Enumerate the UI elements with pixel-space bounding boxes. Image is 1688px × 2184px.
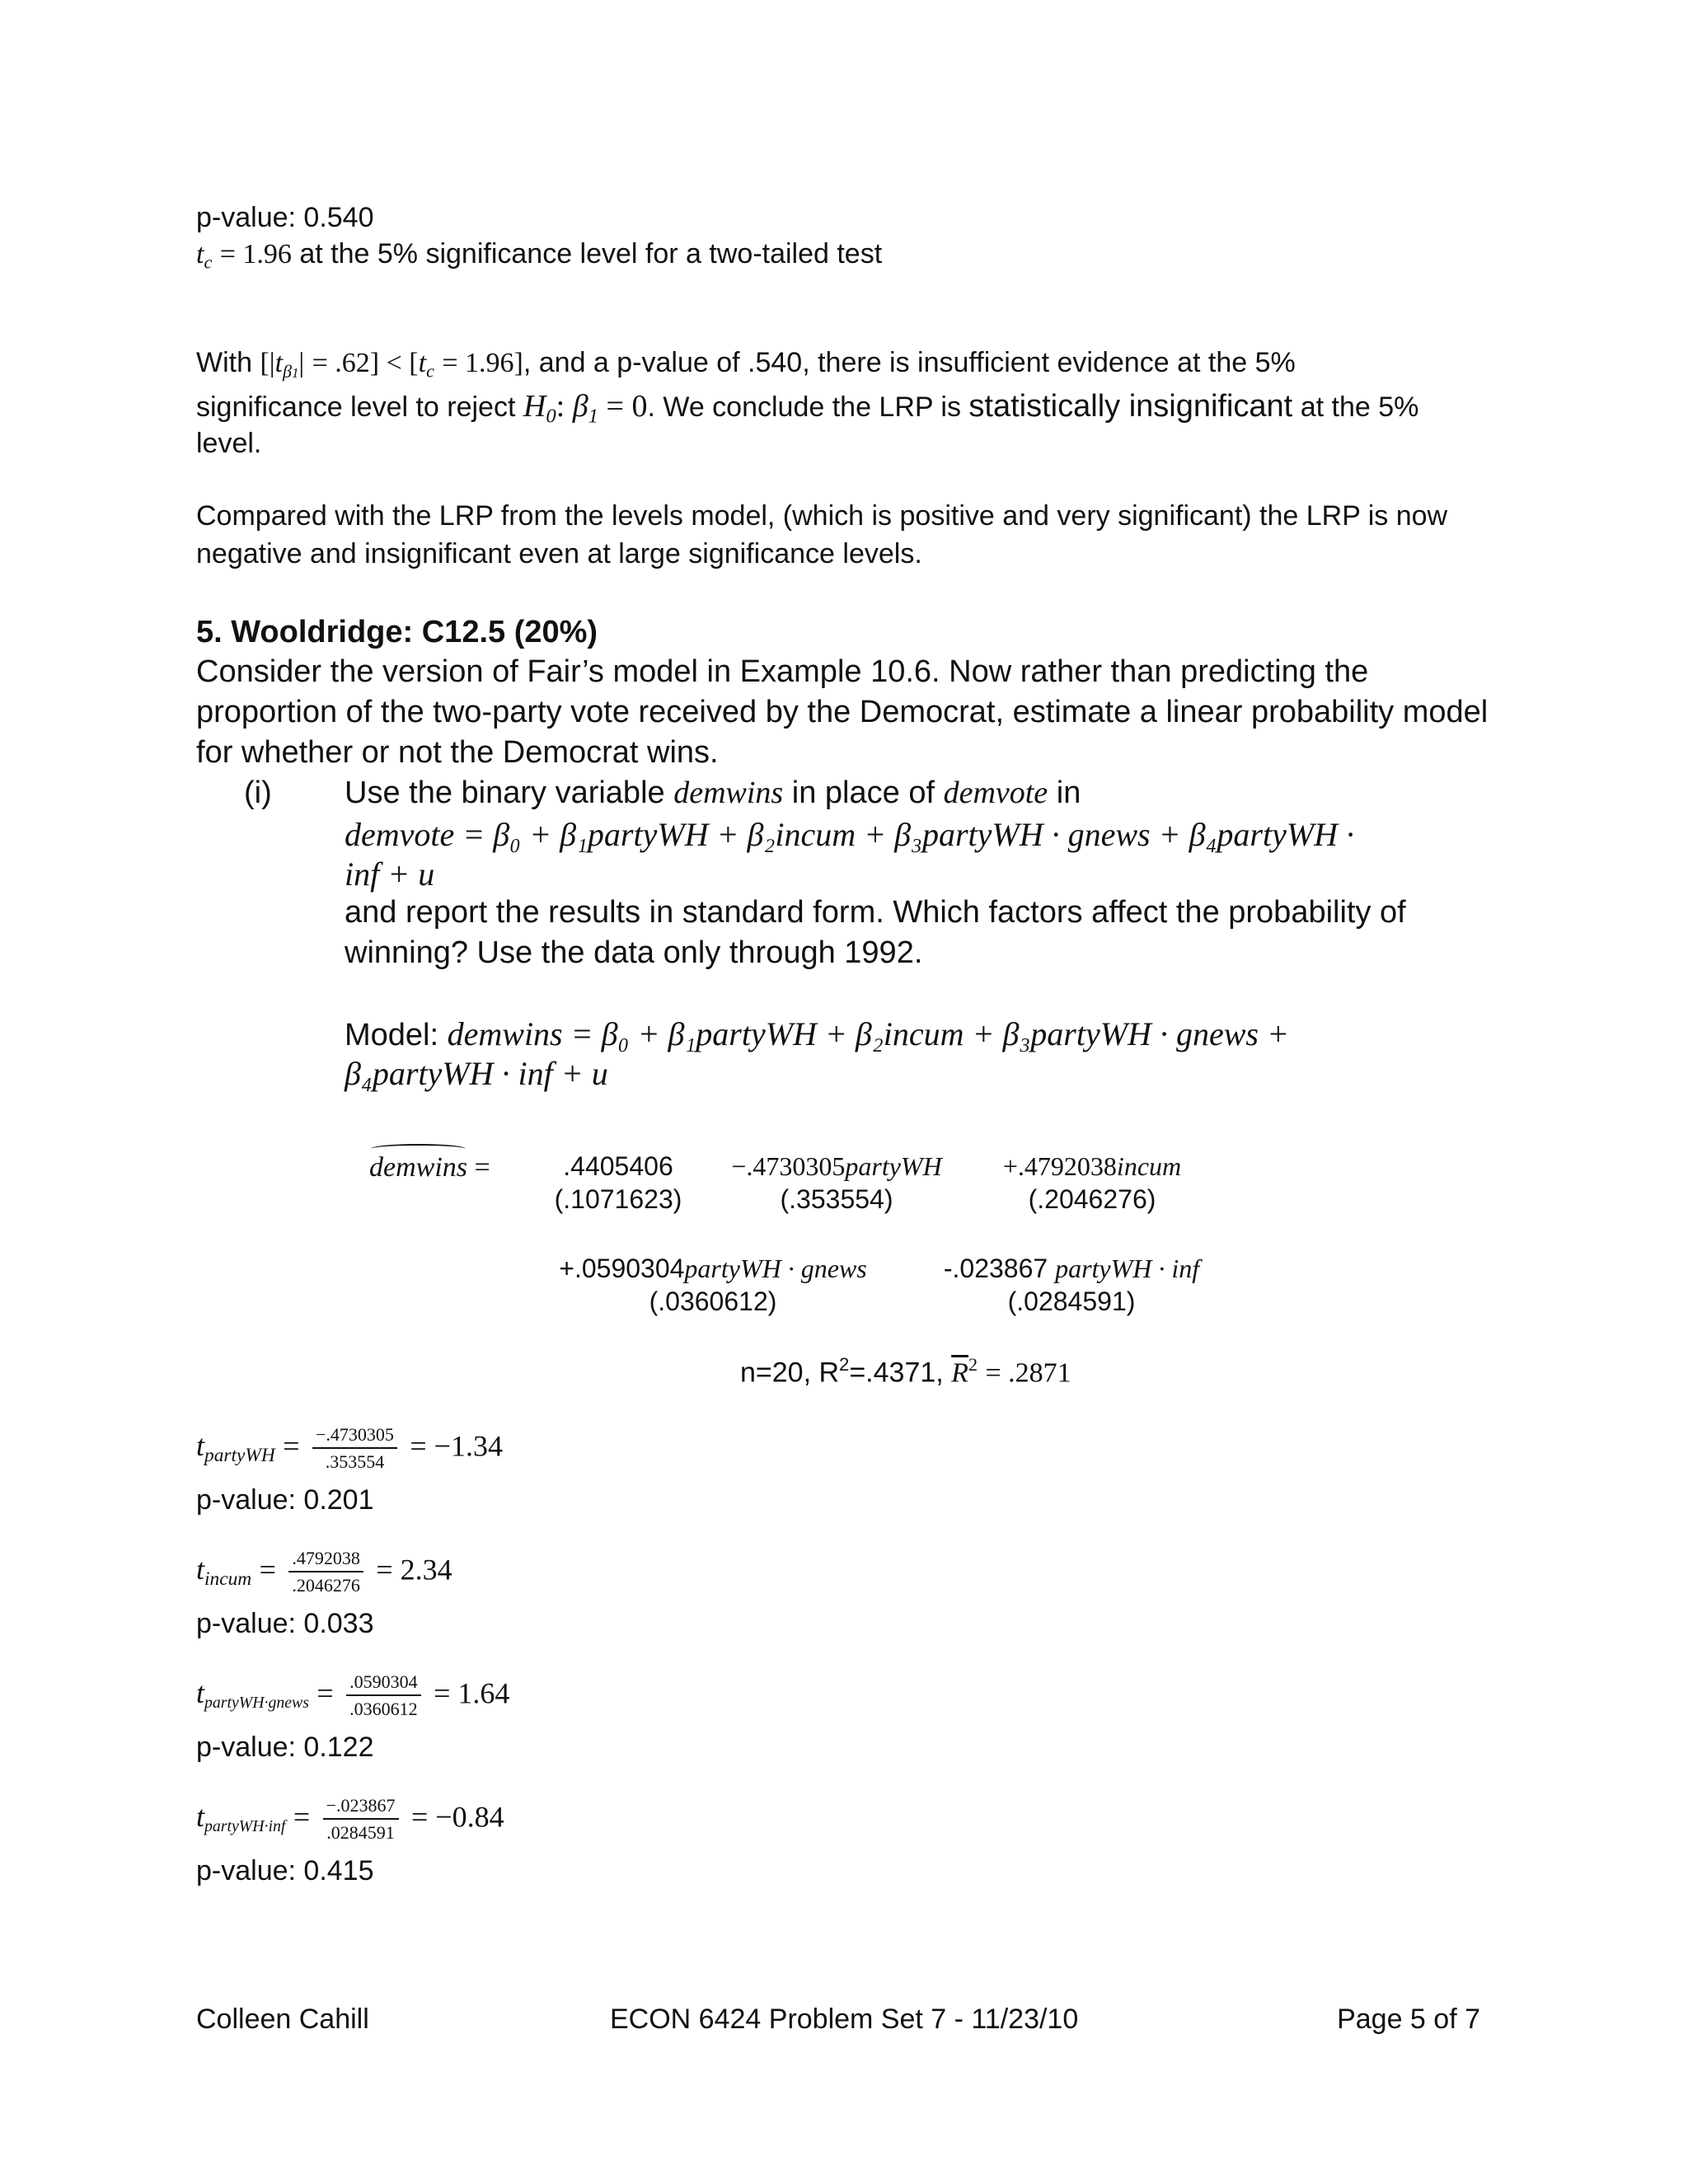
tstat-sub: partyWH·gnews bbox=[204, 1694, 309, 1713]
tstat-result: = 1.64 bbox=[434, 1676, 510, 1710]
demwins-hat bbox=[369, 1147, 490, 1188]
tstat-den: .353554 bbox=[325, 1451, 385, 1473]
tstat-result: = 2.34 bbox=[376, 1553, 452, 1586]
var-demwins: demwins bbox=[673, 776, 784, 810]
tstat-fraction bbox=[346, 1671, 421, 1720]
fit-stats bbox=[740, 1352, 1071, 1394]
conclusion-text-2c: statistically insignificant bbox=[968, 389, 1293, 424]
item-text-b: in place of bbox=[791, 776, 935, 810]
incum-coef: +.4792038 bbox=[1002, 1151, 1117, 1181]
lhs-variable: demwins bbox=[369, 1147, 467, 1188]
intro-line-1: Consider the version of Fair’s model in Example 10.6. Now rather than predicting the bbox=[196, 654, 1369, 689]
equation-line-2: inf + u bbox=[345, 855, 435, 893]
var-demvote: demvote bbox=[943, 776, 1048, 810]
tstat-num: .0590304 bbox=[346, 1671, 421, 1696]
t-bracket-close: ] < [$t_c$ bbox=[369, 348, 434, 382]
null-hypothesis: $H_0$: $\beta_1 = 0$ bbox=[523, 389, 648, 428]
tstat-sub: partyWH bbox=[204, 1445, 275, 1467]
conclusion-text-2a: significance level to reject bbox=[196, 391, 516, 423]
model-label: Model: bbox=[345, 1018, 439, 1052]
fit-rbar: $\overline{R}$ bbox=[951, 1357, 968, 1389]
conclusion-line-3: level. bbox=[196, 428, 262, 459]
partywh-se: (.353554) bbox=[780, 1184, 893, 1215]
tstat-sub: incum bbox=[204, 1568, 252, 1591]
incum-block bbox=[981, 1147, 1203, 1219]
partywh-block bbox=[709, 1147, 964, 1219]
report-line-1: and report the results in standard form. Which factors affect the probability of bbox=[345, 895, 1406, 930]
partywh-var: partyWH bbox=[845, 1151, 942, 1181]
tc-value: = 1.96 bbox=[219, 239, 292, 269]
t-beta-bracket: [$|t_{\beta 1}|$ bbox=[260, 348, 305, 382]
item-label: (i) bbox=[244, 776, 272, 810]
pvalue-partywh: p-value: 0.201 bbox=[196, 1484, 374, 1516]
const-coef: .4405406 bbox=[563, 1151, 673, 1181]
item-line bbox=[345, 771, 1081, 816]
tc-bracket-value: = 1.96 bbox=[442, 348, 514, 378]
inf-var: partyWH · inf bbox=[1055, 1254, 1200, 1283]
equals-sign: = bbox=[474, 1152, 490, 1183]
fit-r2-value: =.4371, bbox=[849, 1357, 944, 1389]
gnews-se: (.0360612) bbox=[649, 1286, 777, 1317]
gnews-coef: +.0590304 bbox=[559, 1254, 685, 1283]
comparison-line-2: negative and insignificant even at large significance levels. bbox=[196, 538, 922, 569]
conclusion-text-2d: at the 5% bbox=[1300, 391, 1419, 423]
gnews-var: partyWH · gnews bbox=[684, 1254, 867, 1283]
tc-line bbox=[196, 234, 882, 276]
footer-page-number: Page 5 of 7 bbox=[1337, 2004, 1480, 2035]
tstat-den: .0284591 bbox=[326, 1822, 395, 1844]
tstat-fraction bbox=[312, 1424, 397, 1473]
model-equation-1: demwins = β₀ + β₁partyWH + β₂incum + β₃partyWH · gnews + bbox=[447, 1015, 1289, 1052]
const-block bbox=[540, 1147, 696, 1219]
tstat-den: .0360612 bbox=[349, 1699, 418, 1720]
pvalue-line: p-value: 0.540 bbox=[196, 202, 374, 233]
fit-r-sup: 2 bbox=[839, 1354, 850, 1375]
footer-author: Colleen Cahill bbox=[196, 2004, 369, 2035]
tstat-result: = −0.84 bbox=[410, 1800, 504, 1834]
pvalue-inf: p-value: 0.415 bbox=[196, 1855, 374, 1886]
tstat-inf: $t_{partyWH\cdot inf}$ = $\frac{-.023867}{.0284591}$ = −0.84 bbox=[196, 1795, 504, 1844]
pvalue-incum: p-value: 0.033 bbox=[196, 1608, 374, 1639]
fit-rbar-exp: 2 bbox=[968, 1354, 978, 1375]
tstat-incum: $t_{incum}$ = $\frac{.4792038}{.2046276}$ = 2.34 bbox=[196, 1548, 452, 1596]
conclusion-line-2 bbox=[196, 384, 1418, 431]
pvalue-gnews: p-value: 0.122 bbox=[196, 1732, 374, 1763]
tstat-num: −.4730305 bbox=[312, 1424, 397, 1449]
equation-line-1: demvote = β₀ + β₁partyWH + β₂incum + β₃partyWH · gnews + β₄partyWH · bbox=[345, 816, 1355, 853]
tstat-gnews: $t_{partyWH\cdot gnews}$ = $\frac{.0590304}{.0360612}$ = 1.64 bbox=[196, 1671, 510, 1720]
conclusion-text-2b: . We conclude the LRP is bbox=[647, 391, 961, 423]
intro-line-2: proportion of the two-party vote received by the Democrat, estimate a linear probability model bbox=[196, 695, 1489, 729]
model-equation-2: β₄partyWH · inf + u bbox=[345, 1055, 608, 1092]
t-beta-value: = .62 bbox=[312, 348, 370, 378]
tstat-partywh: $t_{partyWH}$ = $\frac{-.4730305}{.353554}$ = −1.34 bbox=[196, 1424, 503, 1473]
tstat-den: .2046276 bbox=[292, 1575, 360, 1596]
tstat-fraction bbox=[323, 1795, 399, 1844]
tstat-sub: partyWH·inf bbox=[204, 1817, 286, 1836]
section-heading: 5. Wooldridge: C12.5 (20%) bbox=[196, 615, 598, 649]
item-text-c: in bbox=[1056, 776, 1081, 810]
incum-se: (.2046276) bbox=[1028, 1184, 1156, 1215]
fit-n-r: n=20, R bbox=[740, 1357, 840, 1389]
intro-line-3: for whether or not the Democrat wins. bbox=[196, 735, 719, 770]
tstat-num: −.023867 bbox=[323, 1795, 399, 1820]
footer-title: ECON 6424 Problem Set 7 - 11/23/10 bbox=[610, 2004, 1079, 2035]
inf-coef: -.023867 bbox=[943, 1254, 1048, 1283]
gnews-block bbox=[540, 1249, 886, 1321]
tc-text: at the 5% significance level for a two-tailed test bbox=[291, 238, 883, 269]
tstat-fraction bbox=[288, 1548, 363, 1596]
report-line-2: winning? Use the data only through 1992. bbox=[345, 935, 923, 970]
tc-bracket-close: ] bbox=[513, 348, 523, 378]
fit-rbar-value: = .2871 bbox=[985, 1357, 1071, 1389]
incum-var: incum bbox=[1116, 1151, 1182, 1181]
item-text-a: Use the binary variable bbox=[345, 776, 665, 810]
comparison-line-1: Compared with the LRP from the levels model, (which is positive and very significant) the LRP is now bbox=[196, 500, 1448, 532]
partywh-coef: −.4730305 bbox=[731, 1151, 846, 1181]
inf-se: (.0284591) bbox=[1007, 1286, 1136, 1317]
conclusion-text-1: , and a p-value of .540, there is insufficient evidence at the 5% bbox=[523, 347, 1296, 378]
inf-block bbox=[923, 1249, 1220, 1321]
tc-symbol: $t_c$ bbox=[196, 239, 213, 273]
with-word: With bbox=[196, 347, 252, 378]
const-se: (.1071623) bbox=[554, 1184, 682, 1215]
tstat-num: .4792038 bbox=[288, 1548, 363, 1572]
conclusion-line-1 bbox=[196, 343, 1296, 385]
tstat-result: = −1.34 bbox=[410, 1429, 503, 1463]
